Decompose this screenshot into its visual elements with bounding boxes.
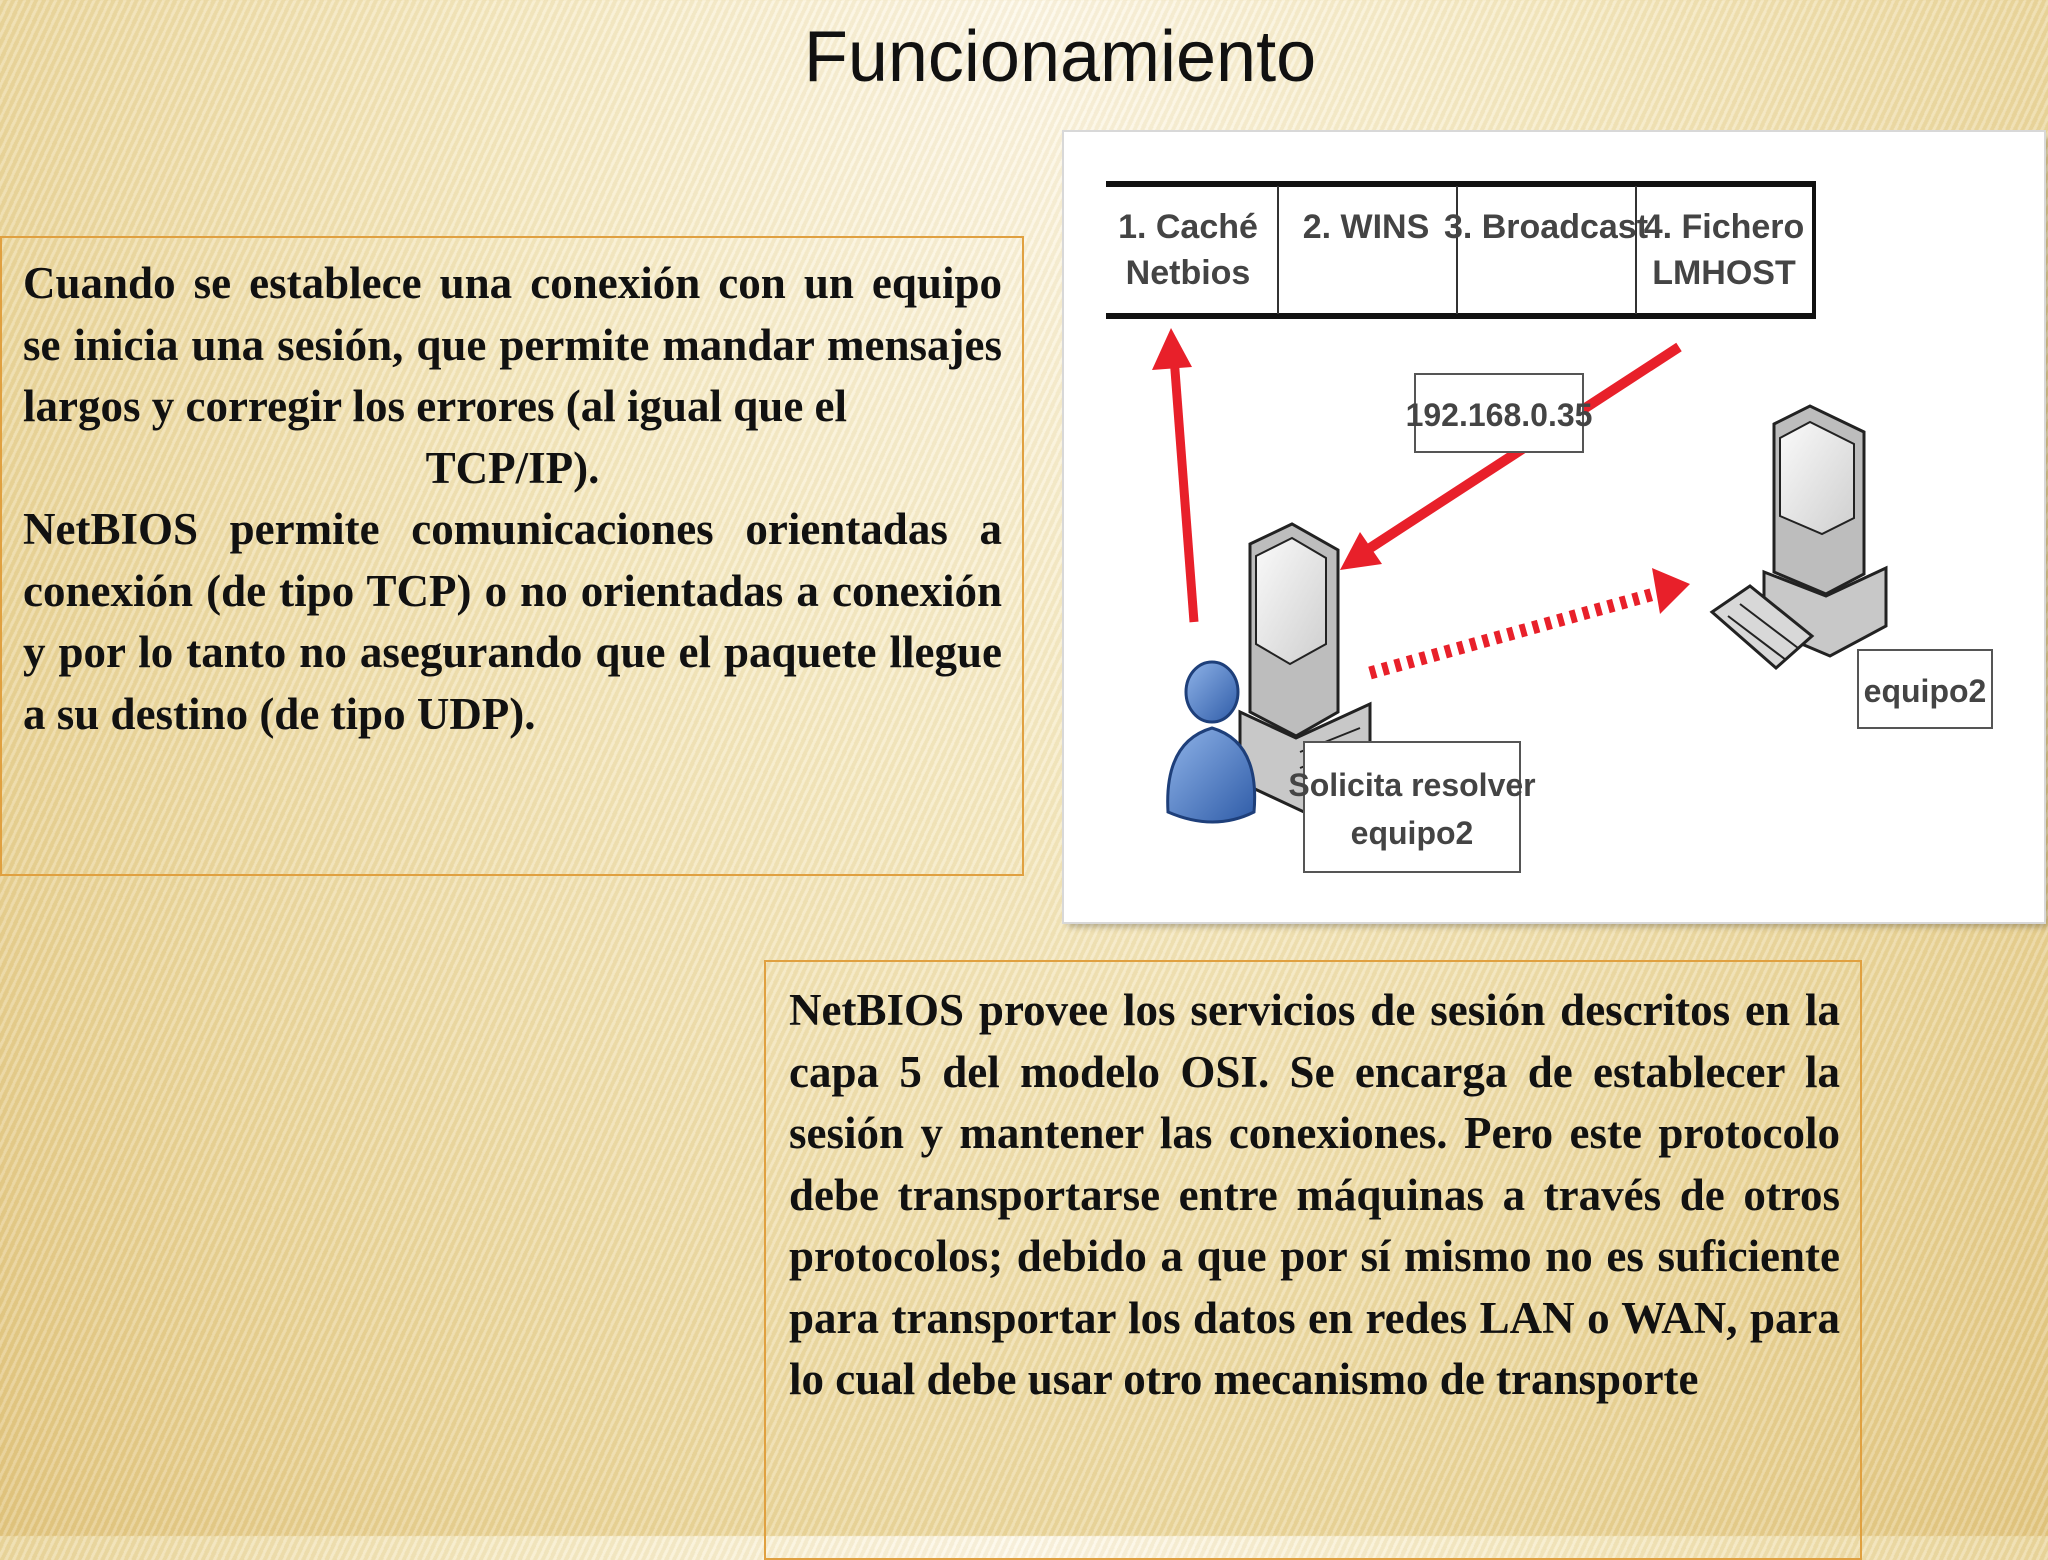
request-label	[1288, 742, 1535, 872]
request-label-line1: Solicita resolver	[1288, 767, 1536, 803]
table-header-1-line2: Netbios	[1125, 254, 1251, 292]
resolution-order-table	[1106, 182, 1816, 318]
left-paragraph-1	[23, 253, 1002, 499]
right-paragraph: NetBIOS provee los servicios de sesión descritos en la capa 5 del modelo OSI. Se encarga de establecer la sesión y mantener las conexiones. Pero este protocolo debe transportarse entre máquinas a través de otros protocolos; debido a que por sí mismo no es suficiente para transportar los datos en redes LAN o WAN, para lo cual debe usar otro mecanismo de transporte	[789, 985, 1840, 1404]
netbios-resolution-diagram	[1064, 132, 2044, 922]
table-header-3: 3. Broadcast	[1443, 208, 1649, 246]
dotted-arrow-icon	[1370, 568, 1690, 673]
table-header-1-line1: 1. Caché	[1118, 208, 1258, 246]
request-label-line2: equipo2	[1350, 815, 1474, 851]
table-header-4-line2: LMHOST	[1652, 254, 1796, 292]
up-arrow-icon	[1152, 328, 1194, 622]
remote-computer-icon	[1712, 406, 1886, 668]
table-header-2: 2. WINS	[1302, 208, 1430, 246]
right-text-box	[764, 960, 1862, 1560]
left-text-box	[0, 236, 1024, 876]
ip-address-text: 192.168.0.35	[1405, 397, 1593, 433]
left-paragraph-1-text: Cuando se establece una conexión con un equipo se inicia una sesión, que permite mandar mensajes largos y corregir los errores (al igual que el	[23, 258, 1002, 431]
table-header-4-line1: 4. Fichero	[1643, 208, 1805, 246]
left-paragraph-2: NetBIOS permite comunicaciones orientadas a conexión (de tipo TCP) o no orientadas a conexión y por lo tanto no asegurando que el paquete llegue a su destino (de tipo UDP).	[23, 504, 1002, 739]
left-paragraph-1-end: TCP/IP).	[425, 442, 600, 493]
page-title: Funcionamiento	[803, 17, 1317, 97]
remote-host-text: equipo2	[1863, 673, 1987, 709]
ip-address-label	[1406, 374, 1593, 452]
remote-host-label	[1858, 650, 1992, 728]
